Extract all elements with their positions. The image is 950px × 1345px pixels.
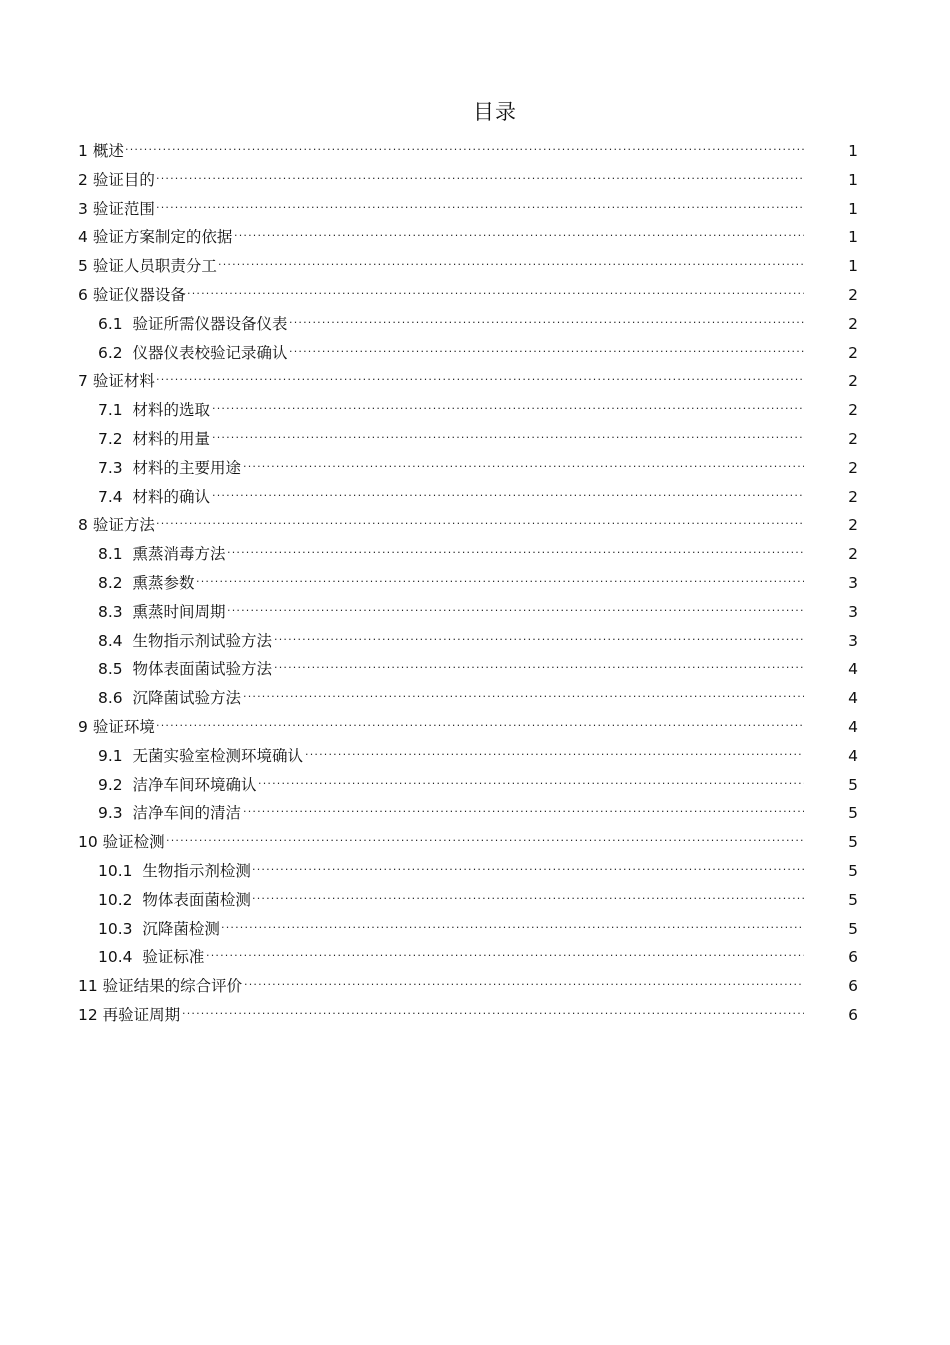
toc-entry[interactable] (78, 313, 858, 342)
toc-dot-leader (243, 802, 804, 824)
toc-entry-title: 材料的确认 (132, 487, 211, 506)
toc-dot-leader (156, 198, 804, 220)
toc-entry[interactable] (78, 140, 858, 169)
toc-entry[interactable] (78, 774, 858, 803)
toc-entry-number: 7.4 (98, 487, 123, 506)
toc-entry[interactable] (78, 284, 858, 313)
toc-entry-page-number: 1 (848, 199, 858, 218)
toc-entry-gap (123, 630, 133, 652)
toc-entry-number: 8.3 (98, 602, 123, 621)
toc-entry-gap (133, 889, 143, 911)
toc-dot-leader (258, 774, 804, 796)
toc-dot-leader (187, 284, 804, 306)
toc-entry-title: 验证范围 (92, 199, 155, 218)
toc-entry-page-number: 6 (848, 977, 858, 996)
toc-entry[interactable] (78, 486, 858, 515)
toc-entry[interactable] (78, 1004, 858, 1033)
toc-entry[interactable] (78, 198, 858, 227)
toc-entry[interactable] (78, 946, 858, 975)
toc-entry-title: 洁净车间的清洁 (132, 804, 242, 823)
toc-entry-number: 10.1 (98, 861, 133, 880)
toc-entry-title: 验证目的 (92, 170, 155, 189)
toc-entry-gap (123, 399, 133, 421)
toc-entry-title: 概述 (92, 142, 124, 160)
toc-entry-title: 生物指示剂检测 (142, 861, 251, 880)
toc-entry-number: 8.1 (98, 545, 123, 564)
toc-dot-leader (196, 572, 804, 594)
toc-entry-gap (123, 342, 133, 364)
toc-entry-gap (133, 946, 143, 968)
toc-entry-page-number: 5 (848, 890, 858, 909)
toc-entry-number: 2 (78, 170, 88, 189)
toc-entry-page-number: 2 (848, 458, 858, 477)
toc-dot-leader (206, 946, 804, 968)
toc-entry-title: 无菌实验室检测环境确认 (132, 746, 304, 765)
toc-dot-leader (156, 716, 804, 738)
toc-entry-title: 验证标准 (142, 948, 205, 967)
toc-entry[interactable] (78, 918, 858, 947)
toc-entry-number: 10.4 (98, 948, 133, 967)
toc-entry-number: 8.4 (98, 631, 123, 650)
toc-dot-leader (252, 860, 804, 882)
toc-entry-title: 仪器仪表校验记录确认 (132, 343, 288, 362)
toc-dot-leader (218, 255, 804, 277)
toc-dot-leader (212, 428, 804, 450)
toc-entry-number: 6.2 (98, 343, 123, 362)
toc-entry-page-number: 1 (848, 170, 858, 189)
toc-entry[interactable] (78, 370, 858, 399)
toc-entry[interactable] (78, 802, 858, 831)
toc-entry-title: 物体表面菌检测 (142, 890, 251, 909)
toc-entry[interactable] (78, 514, 858, 543)
toc-entry-page-number: 1 (848, 257, 858, 276)
toc-entry-number: 10.2 (98, 890, 133, 909)
toc-entry-page-number: 1 (848, 142, 858, 160)
toc-entry-title: 熏蒸消毒方法 (132, 545, 226, 564)
toc-entry[interactable] (78, 255, 858, 284)
toc-entry-page-number: 5 (848, 833, 858, 852)
toc-entry-page-number: 5 (848, 861, 858, 880)
toc-entry-title: 再验证周期 (102, 1005, 181, 1024)
toc-entry-title: 洁净车间环境确认 (132, 775, 257, 794)
toc-dot-leader (244, 975, 804, 997)
toc-entry-number: 9 (78, 717, 88, 736)
toc-entry-gap (133, 918, 143, 940)
toc-entry[interactable] (78, 630, 858, 659)
toc-dot-leader (274, 658, 804, 680)
toc-dot-leader (156, 514, 804, 536)
toc-entry-gap (123, 572, 133, 594)
toc-dot-leader (212, 486, 804, 508)
toc-entry-page-number: 3 (848, 631, 858, 650)
toc-entry-page-number: 6 (848, 1005, 858, 1024)
toc-entry[interactable] (78, 658, 858, 687)
toc-entry-title: 生物指示剂试验方法 (132, 631, 273, 650)
toc-entry-title: 物体表面菌试验方法 (132, 660, 273, 679)
toc-entry-page-number: 4 (848, 689, 858, 708)
toc-entry-number: 7 (78, 372, 88, 391)
toc-entry[interactable] (78, 457, 858, 486)
toc-entry[interactable] (78, 860, 858, 889)
toc-entry-page-number: 3 (848, 573, 858, 592)
toc-entry-title: 验证所需仪器设备仪表 (132, 314, 288, 333)
toc-entry-number: 6.1 (98, 314, 123, 333)
toc-dot-leader (289, 313, 804, 335)
toc-dot-leader (252, 889, 804, 911)
toc-dot-leader (243, 457, 804, 479)
toc-dot-leader (212, 399, 804, 421)
toc-entry-title: 熏蒸参数 (132, 573, 195, 592)
toc-entry[interactable] (78, 572, 858, 601)
toc-entry-gap (123, 687, 133, 709)
toc-entry-number: 7.1 (98, 401, 123, 420)
toc-entry-number: 3 (78, 199, 88, 218)
toc-entry-number: 8.5 (98, 660, 123, 679)
toc-entry[interactable] (78, 889, 858, 918)
toc-entry-number: 1 (78, 142, 88, 160)
toc-entry-title: 验证仪器设备 (92, 285, 186, 304)
toc-dot-leader (182, 1004, 804, 1026)
toc-entry-page-number: 2 (848, 516, 858, 535)
toc-entry[interactable] (78, 687, 858, 716)
toc-entry[interactable] (78, 428, 858, 457)
toc-entry-number: 9.2 (98, 775, 123, 794)
toc-entry-gap (123, 802, 133, 824)
toc-entry-gap (123, 774, 133, 796)
toc-entry-number: 10 (78, 833, 98, 852)
toc-entry-title: 熏蒸时间周期 (132, 602, 226, 621)
toc-entry-gap (123, 428, 133, 450)
toc-entry-page-number: 2 (848, 487, 858, 506)
toc-entry-page-number: 2 (848, 401, 858, 420)
toc-entry-title: 验证结果的综合评价 (102, 977, 243, 996)
toc-entry[interactable] (78, 543, 858, 572)
toc-entry-title: 验证环境 (92, 717, 155, 736)
toc-dot-leader (221, 918, 804, 940)
toc-entry[interactable] (78, 831, 858, 860)
toc-entry-page-number: 4 (848, 717, 858, 736)
toc-entry-page-number: 4 (848, 660, 858, 679)
toc-entry-page-number: 2 (848, 372, 858, 391)
toc-entry-page-number: 2 (848, 429, 858, 448)
toc-dot-leader (156, 370, 804, 392)
toc-entry-gap (123, 601, 133, 623)
toc-entry-number: 11 (78, 977, 98, 996)
toc-entry-number: 12 (78, 1005, 98, 1024)
toc-entry[interactable] (78, 975, 858, 1004)
toc-entry-number: 8.2 (98, 573, 123, 592)
toc-entry-page-number: 2 (848, 285, 858, 304)
toc-entry-gap (123, 658, 133, 680)
toc-entry-title: 沉降菌检测 (142, 919, 220, 938)
toc-entry[interactable] (78, 342, 858, 371)
toc-entry-title: 验证方案制定的依据 (92, 228, 233, 247)
toc-entry-number: 7.3 (98, 458, 123, 477)
toc-entry-title: 材料的选取 (132, 401, 211, 420)
toc-entry-gap (123, 313, 133, 335)
toc-entry[interactable] (78, 399, 858, 428)
toc-dot-leader (156, 169, 804, 191)
toc-entry-title: 验证检测 (102, 833, 165, 852)
toc-entry-number: 9.3 (98, 804, 123, 823)
toc-entry-gap (123, 486, 133, 508)
toc-entry-title: 材料的主要用途 (132, 458, 242, 477)
toc-entry[interactable] (78, 601, 858, 630)
toc-entry[interactable] (78, 226, 858, 255)
toc-entry-page-number: 3 (848, 602, 858, 621)
toc-entry-page-number: 2 (848, 545, 858, 564)
toc-entry[interactable] (78, 745, 858, 774)
toc-entry-page-number: 1 (848, 228, 858, 247)
toc-entry-number: 8.6 (98, 689, 123, 708)
toc-dot-leader (227, 543, 804, 565)
toc-entry-title: 材料的用量 (132, 429, 211, 448)
toc-entry[interactable] (78, 716, 858, 745)
toc-entry-page-number: 5 (848, 804, 858, 823)
toc-entry-gap (123, 543, 133, 565)
toc-entry-page-number: 2 (848, 343, 858, 362)
toc-entry-gap (133, 860, 143, 882)
toc-dot-leader (289, 342, 804, 364)
toc-entry-title: 验证人员职责分工 (92, 257, 217, 276)
toc-dot-leader (243, 687, 804, 709)
toc-entry-page-number: 5 (848, 775, 858, 794)
toc-entry-page-number: 4 (848, 746, 858, 765)
toc-dot-leader (166, 831, 804, 853)
toc-dot-leader (234, 226, 804, 248)
toc-entry-page-number: 6 (848, 948, 858, 967)
toc-entry-number: 7.2 (98, 429, 123, 448)
page-title: 目录 (473, 100, 517, 124)
toc-entry-title: 验证方法 (92, 516, 155, 535)
toc-dot-leader (227, 601, 804, 623)
toc-dot-leader (305, 745, 804, 767)
toc-entry-gap (123, 457, 133, 479)
toc-entry-page-number: 5 (848, 919, 858, 938)
toc-entry-number: 8 (78, 516, 88, 535)
toc-entry-number: 10.3 (98, 919, 133, 938)
toc-dot-leader (125, 140, 804, 162)
toc-entry-title: 验证材料 (92, 372, 155, 391)
toc-entry-number: 9.1 (98, 746, 123, 765)
toc-entry-title: 沉降菌试验方法 (132, 689, 242, 708)
toc-entry[interactable] (78, 169, 858, 198)
toc-entry-number: 5 (78, 257, 88, 276)
toc-entry-page-number: 2 (848, 314, 858, 333)
toc-list (78, 140, 858, 1033)
toc-entry-number: 4 (78, 228, 88, 247)
toc-entry-number: 6 (78, 285, 88, 304)
toc-entry-gap (123, 745, 133, 767)
toc-dot-leader (274, 630, 804, 652)
